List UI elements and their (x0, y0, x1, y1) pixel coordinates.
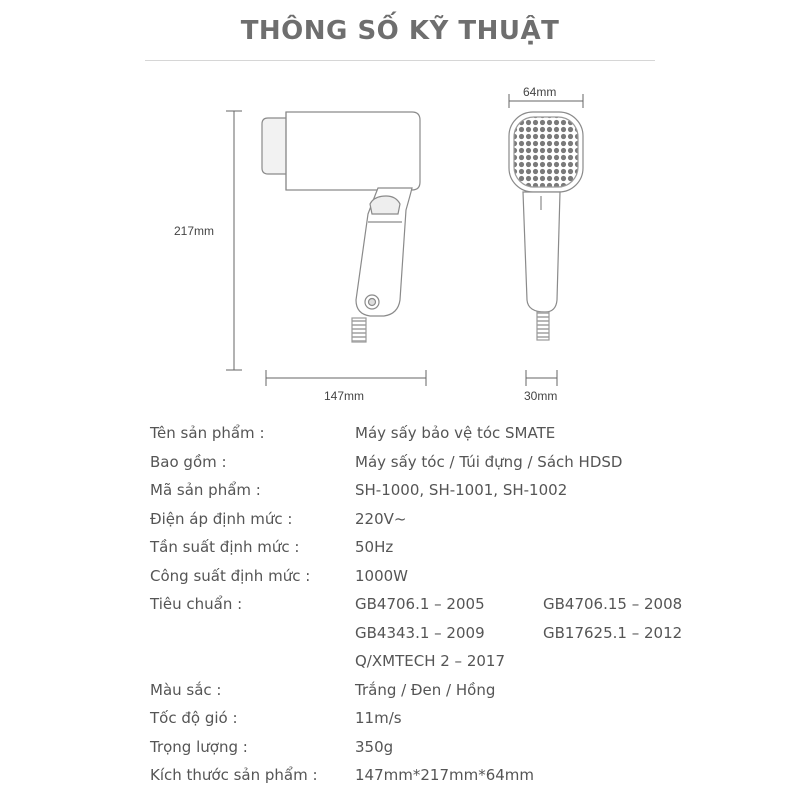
standard-item: GB4343.1 – 2009 (355, 623, 485, 642)
spec-row-weight: Trọng lượng : 350g (150, 737, 394, 756)
spec-row-voltage: Điện áp định mức : 220V~ (150, 509, 407, 528)
standard-item: GB4706.1 – 2005 (355, 595, 485, 613)
spec-row-wind-speed: Tốc độ gió : 11m/s (150, 709, 402, 728)
spec-row-model: Mã sản phẩm : SH-1000, SH-1001, SH-1002 (150, 481, 568, 500)
standard-item: Q/XMTECH 2 – 2017 (355, 652, 505, 670)
handle-dimension (526, 370, 557, 386)
spec-row-name: Tên sản phẩm : Máy sấy bảo vệ tóc SMATE (150, 424, 556, 443)
spec-table (150, 419, 710, 790)
spec-row-color: Màu sắc : Trắng / Đen / Hồng (150, 680, 496, 699)
depth-label: 64mm (523, 85, 557, 99)
handle-label: 30mm (524, 389, 558, 403)
standard-item: GB4706.15 – 2008 (543, 595, 683, 613)
height-label: 217mm (174, 224, 215, 238)
standards-list (355, 590, 703, 676)
spec-row-power: Công suất định mức : 1000W (150, 566, 409, 585)
height-dimension (226, 111, 242, 370)
spec-row-standards: Tiêu chuẩn : GB4706.1 – 2005 GB4706.15 – 2008 GB4343.1 – 2009 GB17625.1 – 2012 Q/XMTECH 2 – 2017 (150, 590, 710, 676)
spec-row-size: Kích thước sản phẩm : 147mm*217mm*64mm (150, 766, 535, 785)
dryer-front-view (509, 112, 583, 340)
page-title: THÔNG SỐ KỸ THUẬT (240, 16, 560, 46)
spec-row-includes: Bao gồm : Máy sấy tóc / Túi đựng / Sách HDSD (150, 452, 623, 471)
standard-item: GB17625.1 – 2012 (543, 623, 683, 642)
dryer-side-view (262, 112, 420, 342)
spec-row-frequency: Tần suất định mức : 50Hz (150, 538, 394, 557)
width-dimension (266, 370, 426, 386)
width-label: 147mm (324, 389, 365, 403)
